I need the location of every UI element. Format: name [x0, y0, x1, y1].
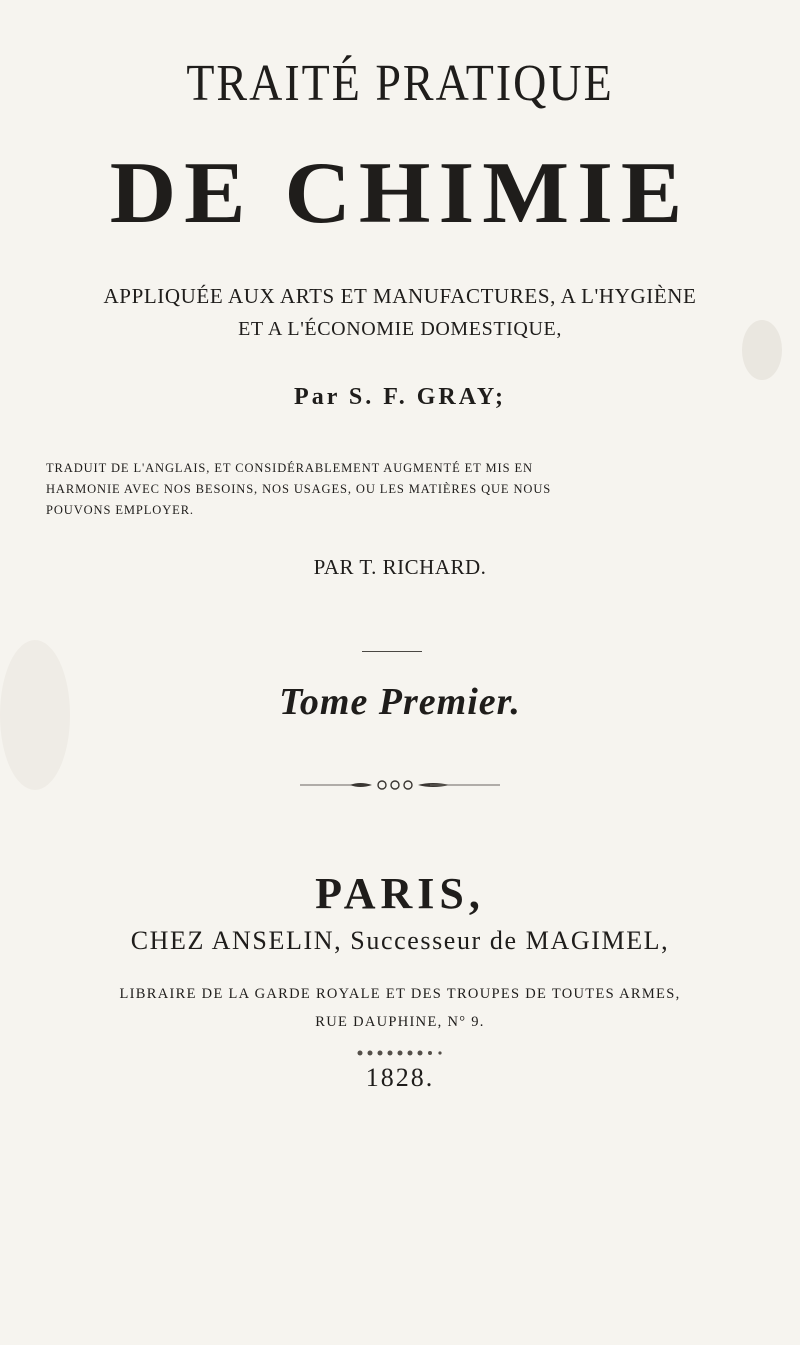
application-line-1: APPLIQUÉE AUX ARTS ET MANUFACTURES, A L'HYGIÈNE — [103, 284, 697, 308]
book-title: TRAITÉ PRATIQUE — [186, 53, 614, 112]
paper-stain — [0, 640, 70, 790]
short-divider-rule — [362, 651, 422, 652]
imprint-city: PARIS, — [315, 869, 485, 918]
paper-stain — [742, 320, 782, 380]
publisher-description: LIBRAIRE DE LA GARDE ROYALE ET DES TROUPES DE TOUTES ARMES, — [119, 986, 681, 1002]
author-line: Par S. F. GRAY; — [294, 384, 506, 410]
ornament-divider-icon — [300, 778, 500, 792]
small-ornament-icon — [352, 1048, 448, 1058]
translation-note-line-3: POUVONS EMPLOYER. — [46, 503, 194, 517]
translation-note-line-1: TRADUIT DE L'ANGLAIS, ET CONSIDÉRABLEMENT AUGMENTÉ ET MIS EN — [46, 461, 533, 475]
translation-note-line-2: HARMONIE AVEC NOS BESOINS, NOS USAGES, OU LES MATIÈRES QUE NOUS — [46, 482, 552, 496]
translator-line: PAR T. RICHARD. — [313, 555, 487, 579]
publication-year: 1828. — [365, 1063, 435, 1092]
volume-label: Tome Premier. — [279, 681, 521, 723]
book-subtitle: DE CHIMIE — [109, 143, 691, 241]
publisher-address: RUE DAUPHINE, N° 9. — [315, 1014, 485, 1030]
publisher-line: CHEZ ANSELIN, Successeur de MAGIMEL, — [130, 926, 670, 955]
application-line-2: ET A L'ÉCONOMIE DOMESTIQUE, — [238, 318, 562, 340]
